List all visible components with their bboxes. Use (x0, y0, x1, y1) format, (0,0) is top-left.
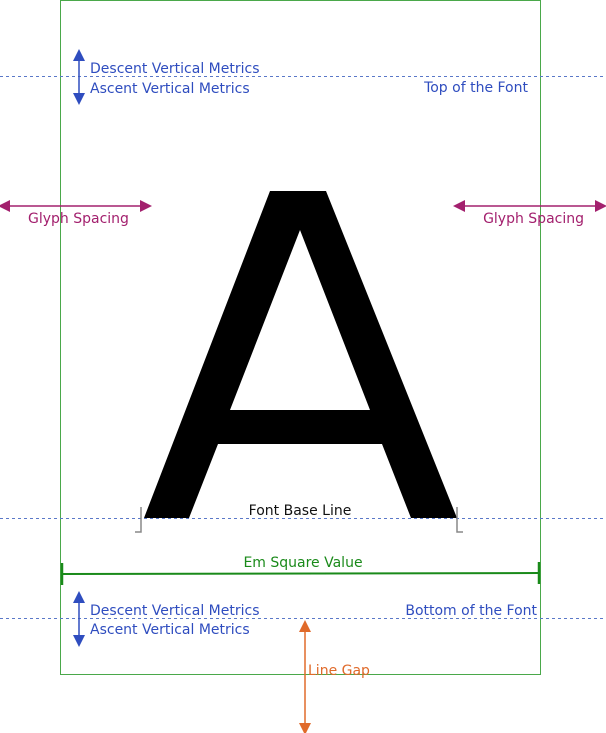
glyph-spacing-left-label: Glyph Spacing (28, 211, 129, 227)
top-ascent-label: Ascent Vertical Metrics (90, 81, 250, 97)
top-descent-label: Descent Vertical Metrics (90, 61, 260, 77)
em-square-value-label: Em Square Value (243, 555, 363, 571)
glyph-a (144, 191, 457, 518)
baseline-right-tick (457, 507, 463, 532)
bottom-of-font-label: Bottom of the Font (405, 603, 537, 619)
glyph-spacing-right-label: Glyph Spacing (483, 211, 584, 227)
line-gap-label: Line Gap (308, 663, 370, 679)
baseline-left-tick (135, 507, 141, 532)
bottom-descent-label: Descent Vertical Metrics (90, 603, 260, 619)
bottom-ascent-label: Ascent Vertical Metrics (90, 622, 250, 638)
em-square-measure-line (62, 573, 539, 574)
top-of-font-label: Top of the Font (424, 80, 528, 96)
font-base-line-label: Font Base Line (248, 503, 352, 519)
